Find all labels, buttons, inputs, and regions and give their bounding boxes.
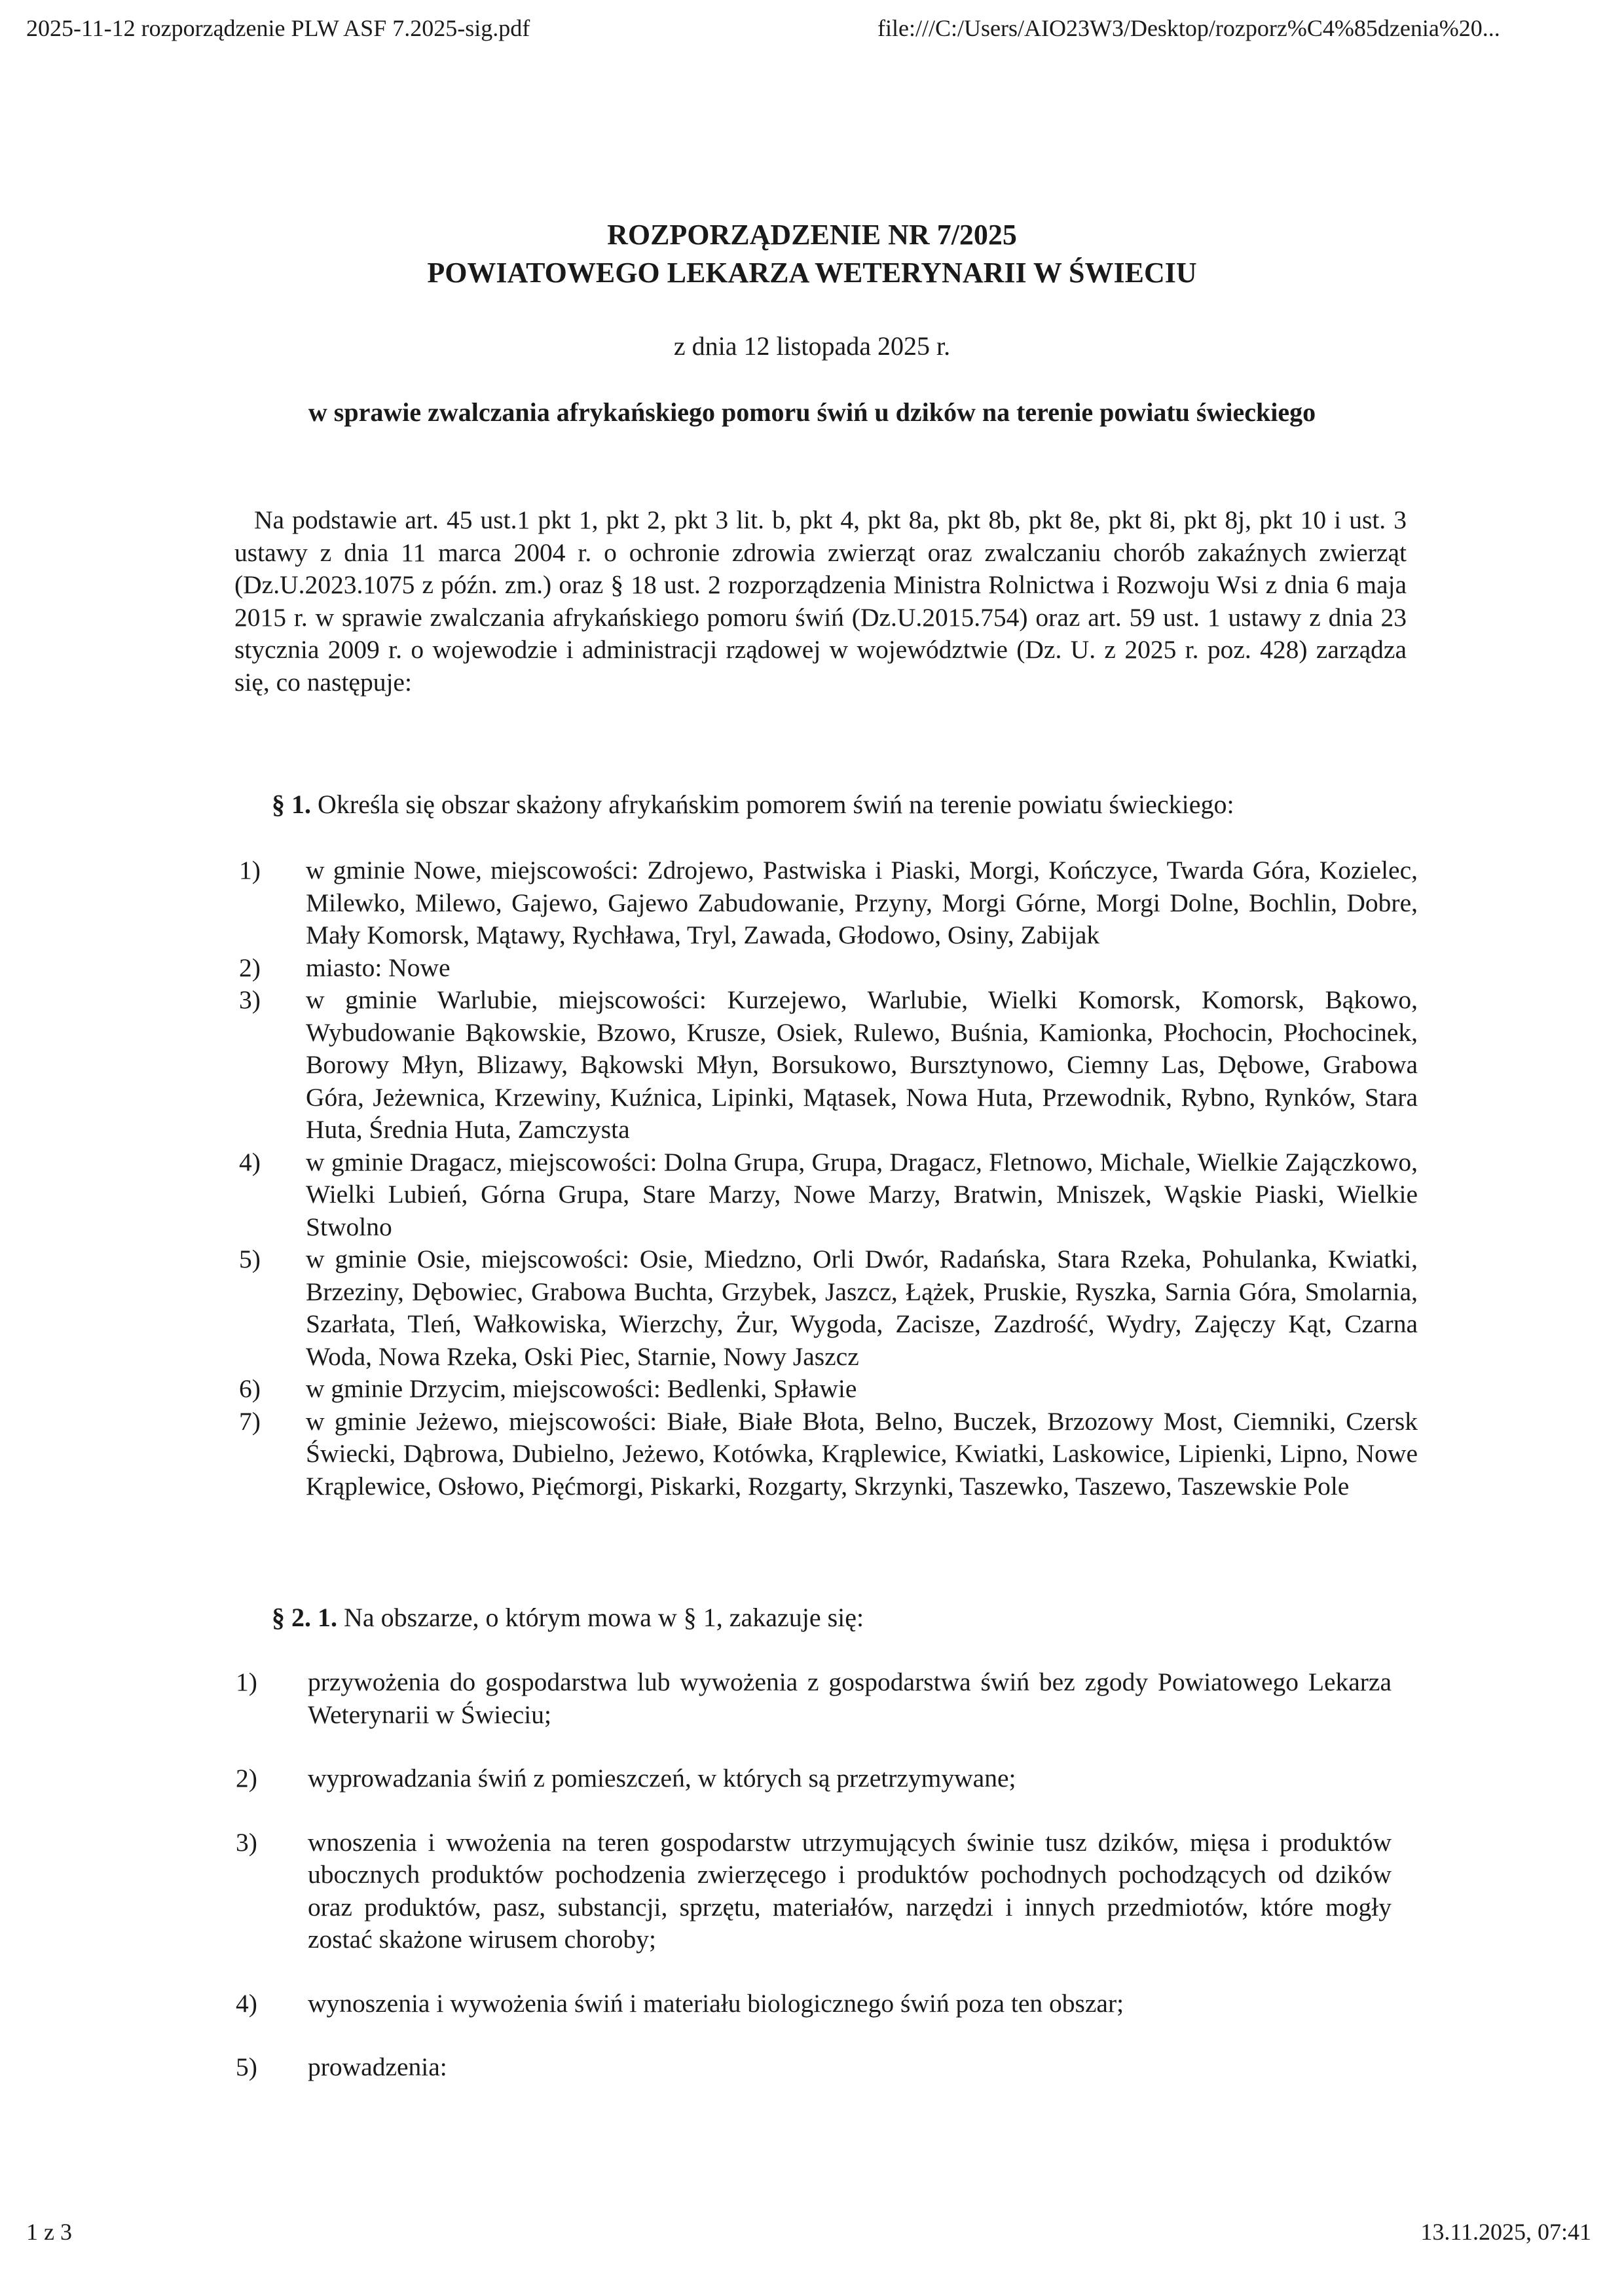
section-2-list xyxy=(236,1666,1392,2115)
list-item-text: w gminie Nowe, miejscowości: Zdrojewo, Pastwiska i Piaski, Morgi, Kończyce, Twarda Góra, Kozielec, Milewko, Milewo, Gajewo, Gajewo Zabudowanie, Przyny, Morgi Górne, Morgi Dolne, Bochlin, Dobre, Mały Komorsk, Mątawy, Rychława, Tryl, Zawada, Głodowo, Osiny, Zabijak xyxy=(306,856,1418,949)
list-item xyxy=(236,1762,1392,1795)
list-item-number: 7) xyxy=(239,1406,261,1436)
list-item-text: przywożenia do gospodarstwa lub wywożenia z gospodarstwa świń bez zgody Powiatowego Lekarza Weterynarii w Świeciu; xyxy=(308,1667,1392,1729)
list-item xyxy=(236,1666,1392,1731)
list-item xyxy=(239,984,1418,1146)
preamble-text: Na podstawie art. 45 ust.1 pkt 1, pkt 2, pkt 3 lit. b, pkt 4, pkt 8a, pkt 8b, pkt 8e, pkt 8i, pkt 8j, pkt 10 i ust. 3 ustawy z dnia 11 marca 2004 r. o ochronie zdrowia zwierząt oraz zwalczaniu chorób zakaźnych zwierząt (Dz.U.2023.1075 z późn. zm.) oraz § 18 ust. 2 rozporządzenia Ministra Rolnictwa i Rozwoju Wsi z dnia 6 maja 2015 r. w sprawie zwalczania afrykańskiego pomoru świń (Dz.U.2015.754) oraz art. 59 ust. 1 ustawy z dnia 23 stycznia 2009 r. o wojewodzie i administracji rządowej w województwie (Dz. U. z 2025 r. poz. 428) zarządza się, co następuje: xyxy=(234,505,1407,697)
list-item xyxy=(239,854,1418,952)
list-item xyxy=(239,952,1418,985)
list-item-text: wynoszenia i wywożenia świń i materiału biologicznego świń poza ten obszar; xyxy=(308,1988,1124,2018)
print-footer-timestamp: 13.11.2025, 07:41 xyxy=(1420,2219,1591,2245)
section-1-text: Określa się obszar skażony afrykańskim pomorem świń na terenie powiatu świeckiego: xyxy=(318,790,1234,819)
list-item-text: miasto: Nowe xyxy=(306,953,451,982)
section-2-heading xyxy=(272,1602,864,1633)
list-item-number: 4) xyxy=(239,1147,261,1176)
list-item xyxy=(239,1373,1418,1406)
list-item-number: 1) xyxy=(239,856,261,884)
list-item-text: prowadzenia: xyxy=(308,2052,447,2081)
list-item xyxy=(236,1988,1392,2020)
list-item xyxy=(239,1406,1418,1503)
section-1-list xyxy=(239,854,1418,1503)
document-date: z dnia 12 listopada 2025 r. xyxy=(673,331,951,361)
list-item-number: 3) xyxy=(239,985,261,1014)
section-2-label: § 2. 1. xyxy=(272,1603,337,1632)
list-item xyxy=(239,1243,1418,1373)
list-item-text: w gminie Dragacz, miejscowości: Dolna Grupa, Grupa, Dragacz, Fletnowo, Michale, Wielkie Zajączkowo, Wielki Lubień, Górna Grupa, Stare Marzy, Nowe Marzy, Bratwin, Mniszek, Wąskie Piaski, Wielkie Stwolno xyxy=(306,1147,1418,1241)
list-item-number: 4) xyxy=(236,1988,257,2018)
title-line-2: POWIATOWEGO LEKARZA WETERYNARII W ŚWIECIU xyxy=(427,257,1197,289)
list-item-text: w gminie Osie, miejscowości: Osie, Miedzno, Orli Dwór, Radańska, Stara Rzeka, Pohulanka, Kwiatki, Brzeziny, Dębowiec, Grabowa Buchta, Grzybek, Jaszcz, Łążek, Pruskie, Ryszka, Sarnia Góra, Smolarnia, Szarłata, Tleń, Wałkowiska, Wierzchy, Żur, Wygoda, Zacisze, Zazdrość, Wydry, Zajęczy Kąt, Czarna Woda, Nowa Rzeka, Oski Piec, Starnie, Nowy Jaszcz xyxy=(306,1245,1418,1371)
list-item xyxy=(236,2051,1392,2084)
section-1-heading xyxy=(272,789,1234,820)
list-item-number: 5) xyxy=(239,1245,261,1273)
document-title xyxy=(0,216,1624,292)
list-item-number: 2) xyxy=(239,953,261,982)
list-item-text: w gminie Warlubie, miejscowości: Kurzejewo, Warlubie, Wielki Komorsk, Komorsk, Bąkowo, Wybudowanie Bąkowskie, Bzowo, Krusze, Osiek, Rulewo, Buśnia, Kamionka, Płochocin, Płochocinek, Borowy Młyn, Blizawy, Bąkowski Młyn, Borsukowo, Bursztynowo, Ciemny Las, Dębowe, Grabowa Góra, Jeżewnica, Krzewiny, Kuźnica, Lipinki, Mątasek, Nowa Huta, Przewodnik, Rybno, Rynków, Stara Huta, Średnia Huta, Zamczysta xyxy=(306,985,1418,1144)
list-item xyxy=(239,1146,1418,1244)
print-header-document-name: 2025-11-12 rozporządzenie PLW ASF 7.2025-sig.pdf xyxy=(26,15,530,41)
list-item xyxy=(236,1827,1392,1956)
list-item-number: 5) xyxy=(236,2052,257,2081)
list-item-number: 1) xyxy=(236,1667,257,1696)
list-item-text: wnoszenia i wwożenia na teren gospodarstw utrzymujących świnie tusz dzików, mięsa i produktów ubocznych produktów pochodzenia zwierzęcego i produktów pochodnych pochodzących od dzików oraz produktów, pasz, substancji, sprzętu, materiałów, narzędzi i innych przedmiotów, które mogły zostać skażone wirusem choroby; xyxy=(308,1827,1392,1954)
section-1-label: § 1. xyxy=(272,790,311,819)
list-item-text: wyprowadzania świń z pomieszczeń, w których są przetrzymywane; xyxy=(308,1764,1016,1793)
list-item-text: w gminie Jeżewo, miejscowości: Białe, Białe Błota, Belno, Buczek, Brzozowy Most, Ciemniki, Czersk Świecki, Dąbrowa, Dubielno, Jeżewo, Kotówka, Krąplewice, Kwiatki, Laskowice, Lipienki, Lipno, Nowe Krąplewice, Osłowo, Pięćmorgi, Piskarki, Rozgarty, Skrzynki, Taszewko, Taszewo, Taszewskie Pole xyxy=(306,1406,1418,1501)
list-item-number: 6) xyxy=(239,1374,261,1403)
list-item-text: w gminie Drzycim, miejscowości: Bedlenki, Spławie xyxy=(306,1374,857,1403)
print-footer-page-indicator: 1 z 3 xyxy=(26,2219,72,2245)
preamble-paragraph xyxy=(234,504,1407,699)
list-item-number: 2) xyxy=(236,1764,257,1793)
document-subject: w sprawie zwalczania afrykańskiego pomoru świń u dzików na terenie powiatu świeckiego xyxy=(308,397,1316,427)
list-item-number: 3) xyxy=(236,1827,257,1857)
section-2-text: Na obszarze, o którym mowa w § 1, zakazuje się: xyxy=(344,1603,864,1632)
title-line-1: ROZPORZĄDZENIE NR 7/2025 xyxy=(607,219,1017,251)
print-header-file-url: file:///C:/Users/AIO23W3/Desktop/rozporz%C4%85dzenia%20... xyxy=(877,15,1500,41)
